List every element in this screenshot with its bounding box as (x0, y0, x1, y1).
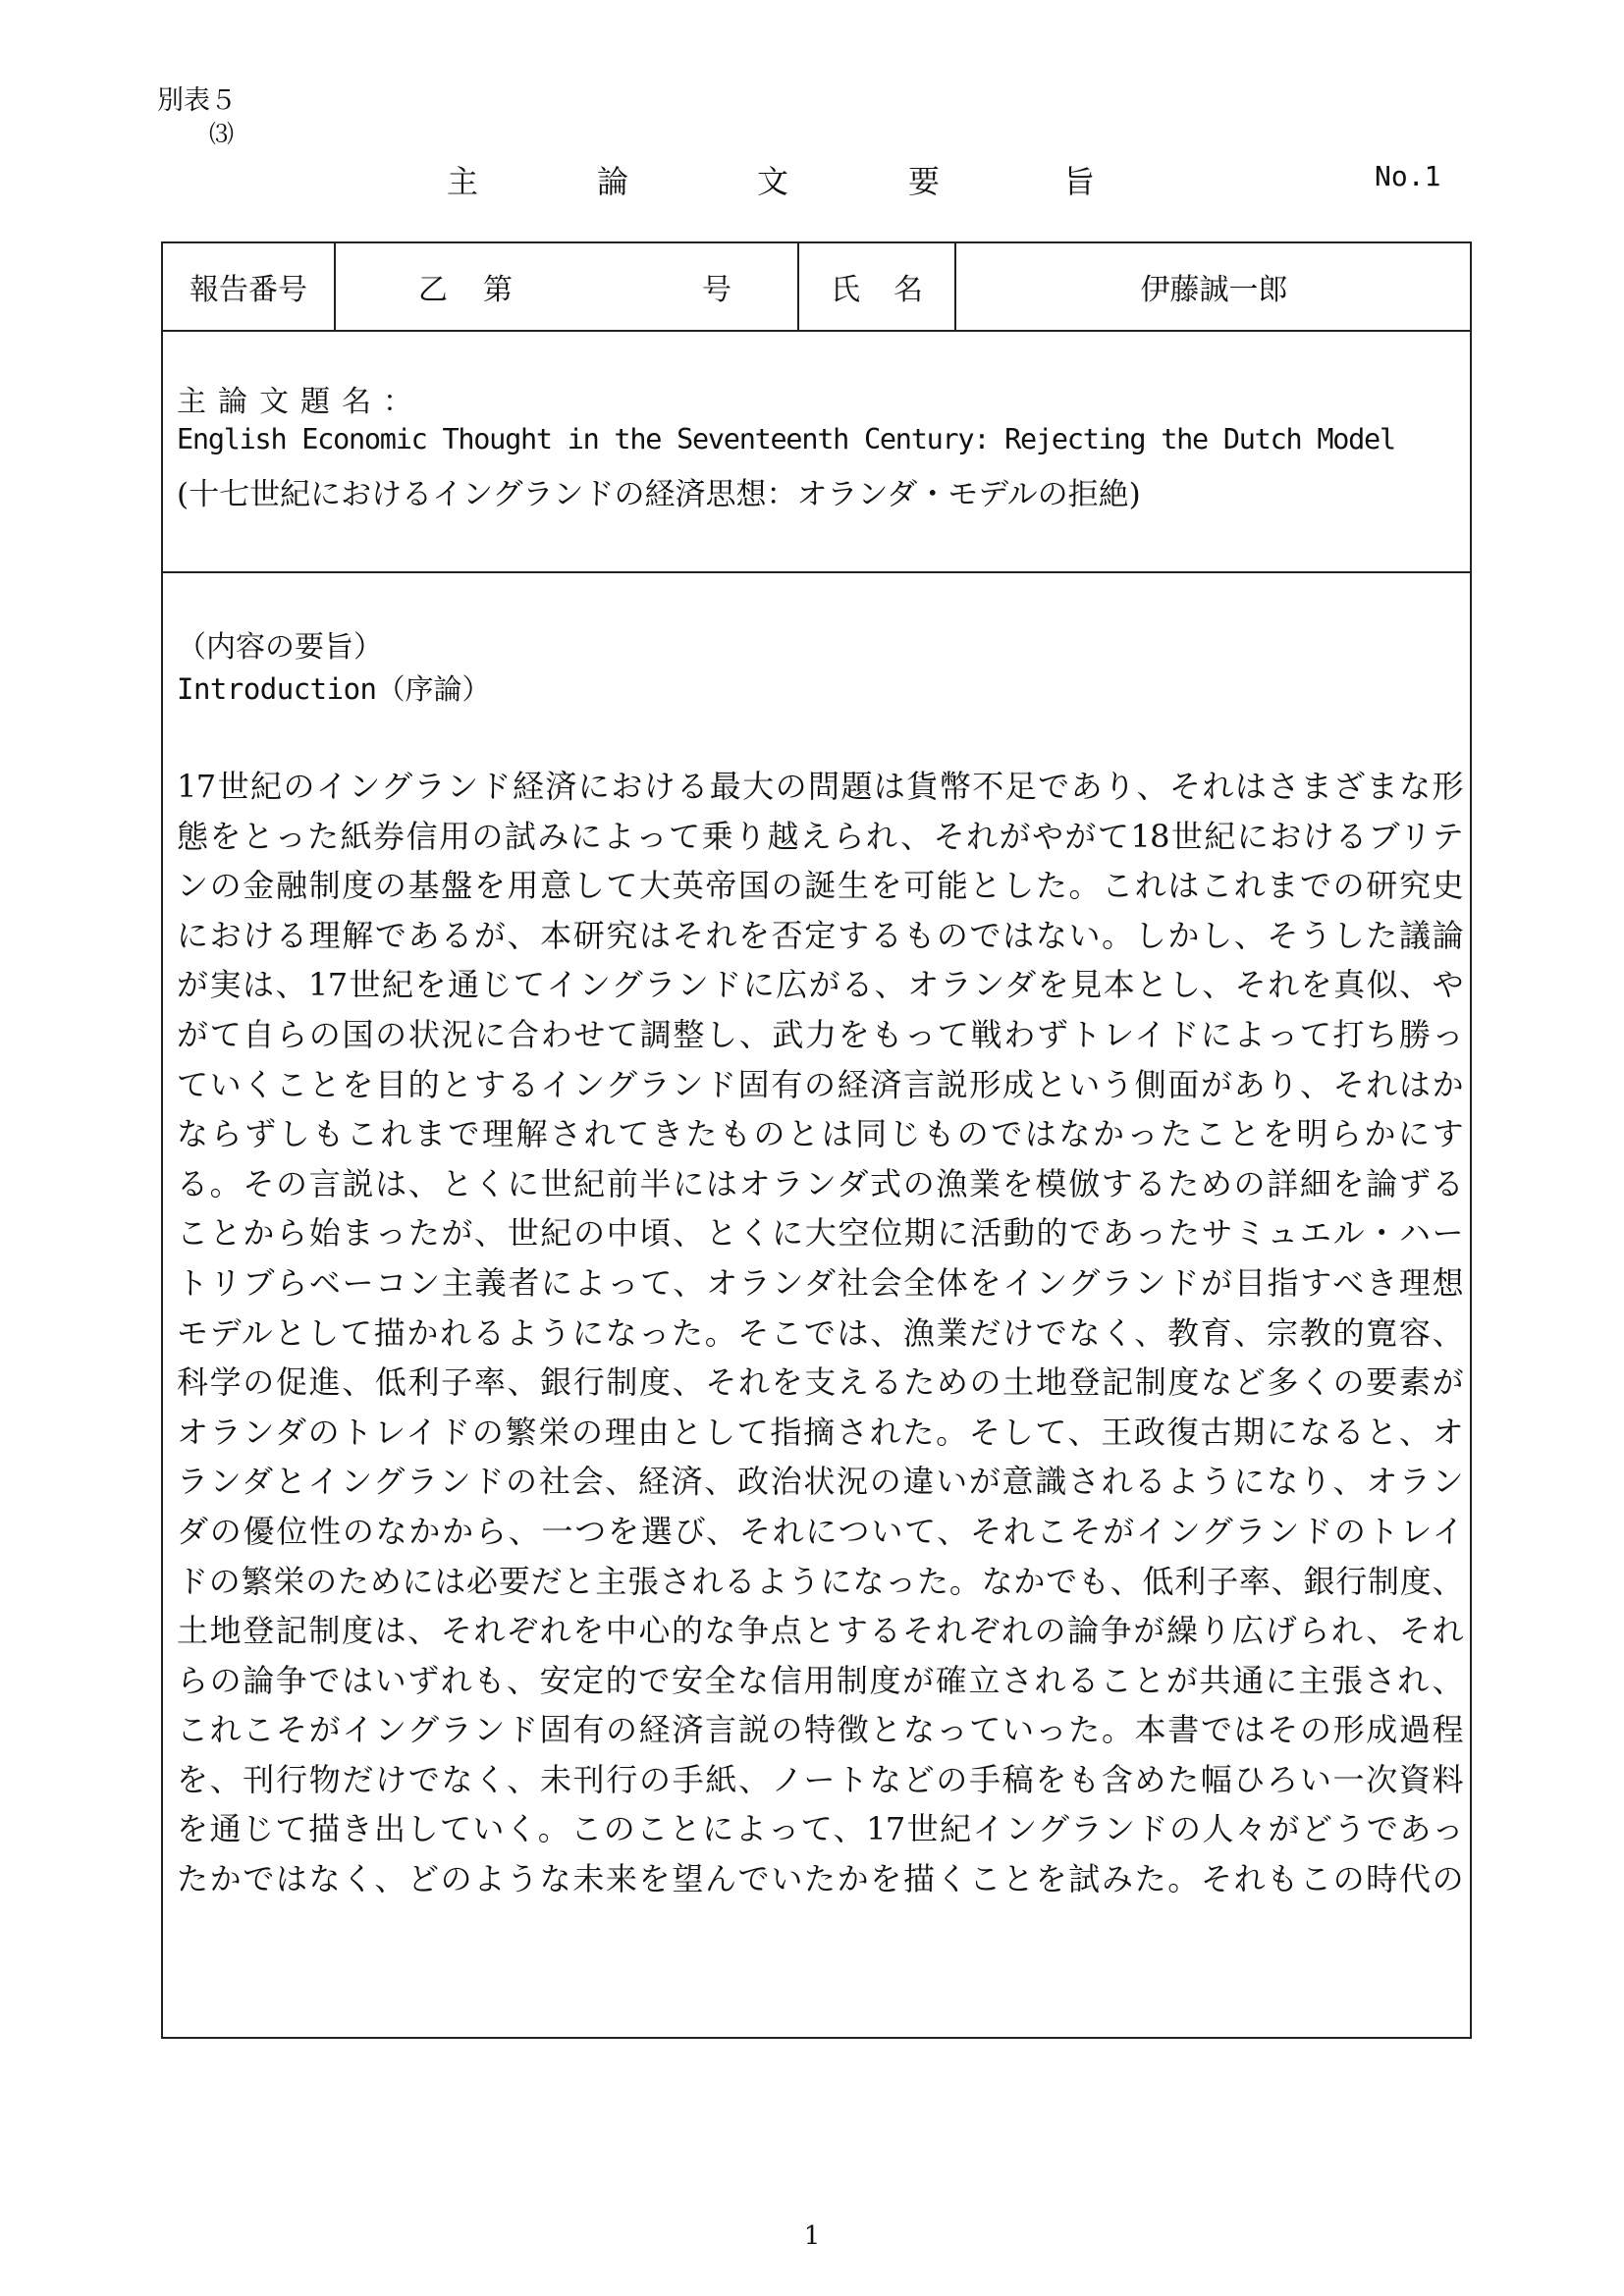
summary-section (163, 573, 1470, 2039)
thesis-title-english: English Economic Thought in the Seventeenth Century: Rejecting the Dutch Model (177, 423, 1395, 455)
name-label-char: 名 (893, 273, 923, 307)
body-line: 土地登記制度は、それぞれを中心的な争点とするそれぞれの論争が繰り広げられ、それ (177, 1612, 1463, 1650)
body-line: たかではなく、どのような未来を望んでいたかを描くことを試みた。それもこの時代の (177, 1860, 1463, 1898)
title-char: 旨 (1063, 163, 1096, 200)
body-line: オランダのトレイドの繁栄の理由として指摘された。そして、王政復古期になると、オ (177, 1413, 1463, 1451)
sub-label: ⑶ (209, 120, 235, 148)
form-label: 別表５ (157, 85, 237, 116)
body-line: らの論争ではいずれも、安定的で安全な信用制度が確立されることが共通に主張され、 (177, 1661, 1463, 1699)
body-line: が実は、17世紀を通じてイングランドに広がる、オランダを見本とし、それを真似、や (177, 966, 1463, 1004)
name-label-char: 氏 (831, 273, 860, 307)
report-number-go: 号 (702, 273, 731, 307)
body-line: ことから始まったが、世紀の中頃、とくに大空位期に活動的であったサミュエル・ハー (177, 1214, 1463, 1253)
body-line: 態をとった紙券信用の試みによって乗り越えられ、それがやがて18世紀におけるブリテ (177, 817, 1463, 855)
body-line: がて自らの国の状況に合わせて調整し、武力をもって戦わずトレイドによって打ち勝っ (177, 1015, 1463, 1053)
name-label (799, 243, 956, 330)
report-number-dai: 第 (483, 273, 513, 307)
report-number-prefix: 乙 (418, 273, 448, 307)
author-name: 伊藤誠一郎 (1140, 273, 1288, 307)
title-char: 要 (908, 163, 941, 200)
body-line: ンの金融制度の基盤を用意して大英帝国の誕生を可能とした。これはこれまでの研究史 (177, 867, 1463, 905)
title-char: 論 (597, 163, 629, 200)
body-line: これこそがイングランド固有の経済言説の特徴となっていった。本書ではその形成過程 (177, 1711, 1463, 1749)
info-row (163, 243, 1470, 332)
document-number: No.1 (1375, 160, 1441, 192)
section-heading-english: Introduction (177, 672, 377, 706)
page-number: 1 (803, 2221, 821, 2251)
title-char: 文 (757, 163, 789, 200)
body-line: を、刊行物だけでなく、未刊行の手紙、ノートなどの手稿をも含めた幅ひろい一次資料 (177, 1760, 1463, 1798)
report-number-label: 報告番号 (163, 243, 336, 330)
body-line: る。その言説は、とくに世紀前半にはオランダ式の漁業を模倣するための詳細を論ずる (177, 1164, 1463, 1202)
body-line: ていくことを目的とするイングランド固有の経済言説形成という側面があり、それはか (177, 1065, 1463, 1103)
report-number-field (336, 243, 799, 330)
body-line: ならずしもこれまで理解されてきたものとは同じものではなかったことを明らかにす (177, 1115, 1463, 1153)
form-table (161, 241, 1472, 2039)
body-line: ランダとイングランドの社会、経済、政治状況の違いが意識されるようになり、オラン (177, 1463, 1463, 1501)
body-line: ドの繁栄のためには必要だと主張されるようになった。なかでも、低利子率、銀行制度、 (177, 1562, 1463, 1600)
thesis-title-japanese: (十七世紀におけるイングランドの経済思想：オランダ・モデルの拒絶) (177, 477, 1141, 512)
title-char: 主 (447, 163, 479, 200)
body-line: トリブらベーコン主義者によって、オランダ社会全体をイングランドが目指すべき理想 (177, 1263, 1463, 1302)
summary-body (177, 762, 1463, 1904)
body-line: における理解であるが、本研究はそれを否定するものではない。しかし、そうした議論 (177, 916, 1463, 954)
body-line: ダの優位性のなかから、一つを選び、それについて、それこそがイングランドのトレイ (177, 1512, 1463, 1550)
body-line: を通じて描き出していく。このことによって、17世紀イングランドの人々がどうであっ (177, 1810, 1463, 1848)
section-heading-japanese: （序論） (376, 672, 491, 706)
summary-label: （内容の要旨） (177, 630, 383, 665)
thesis-title-section (163, 332, 1470, 573)
body-line: 17世紀のイングランド経済における最大の問題は貨幣不足であり、それはさまざまな形 (177, 768, 1463, 805)
section-heading (177, 667, 491, 708)
body-line: モデルとして描かれるようになった。そこでは、漁業だけでなく、教育、宗教的寛容、 (177, 1313, 1463, 1352)
body-line: 科学の促進、低利子率、銀行制度、それを支えるための土地登記制度など多くの要素が (177, 1363, 1463, 1402)
thesis-title-label: 主論文題名： (177, 385, 424, 419)
